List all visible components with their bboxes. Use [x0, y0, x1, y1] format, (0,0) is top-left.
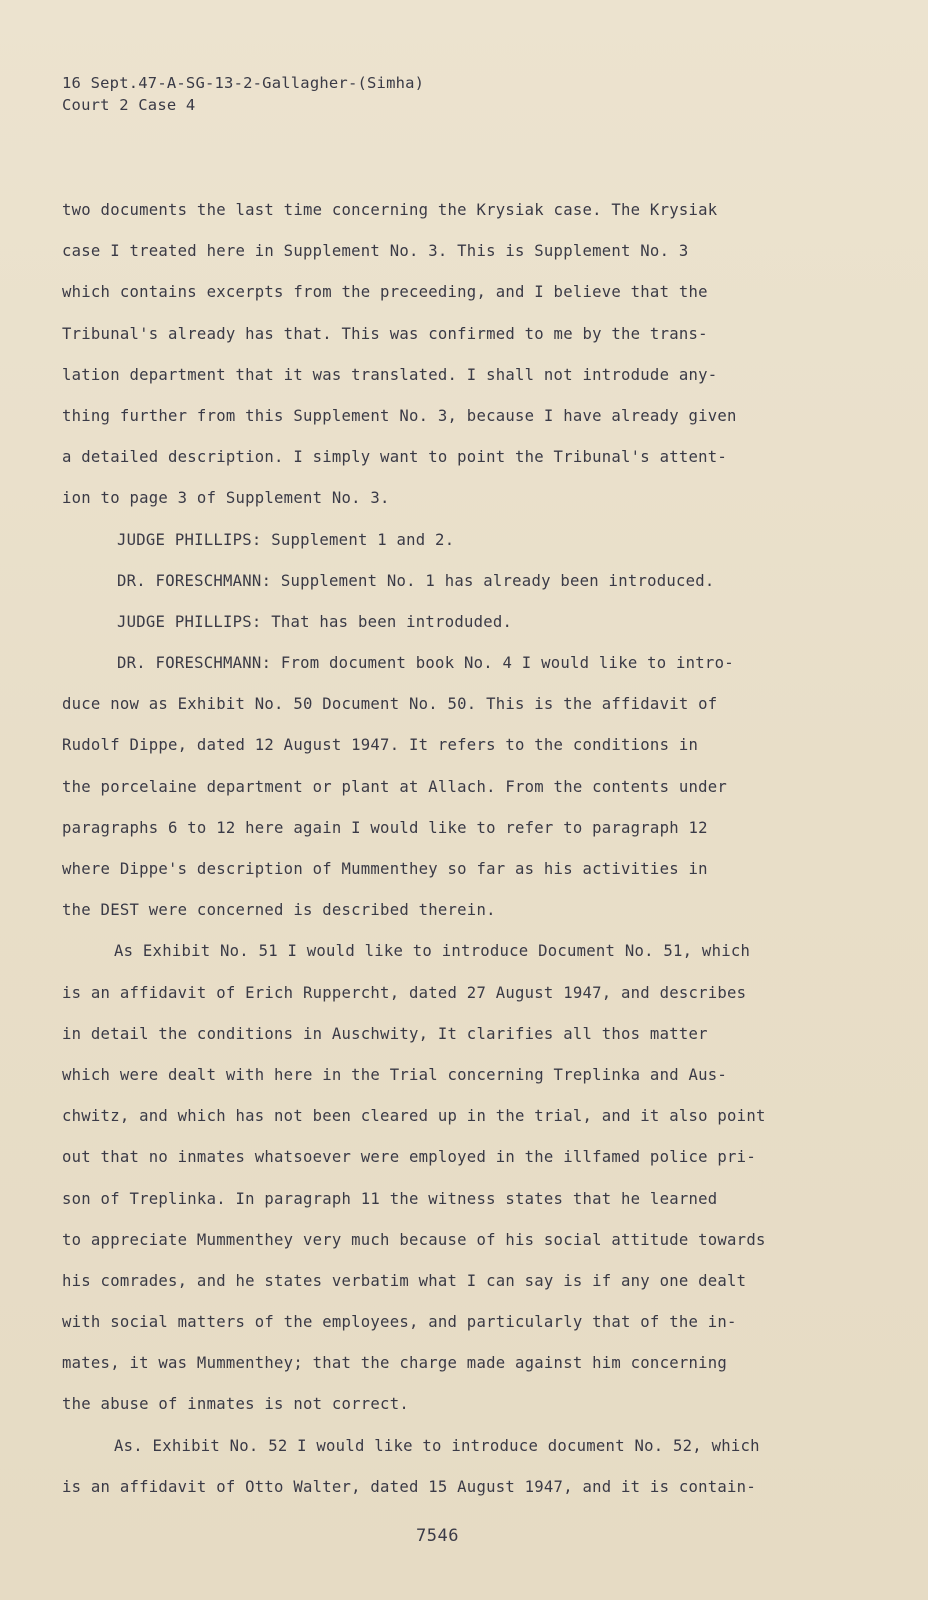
- transcript-line: is an affidavit of Erich Ruppercht, dated 27 August 1947, and describes: [62, 983, 747, 1002]
- transcript-line: two documents the last time concerning the Krysiak case. The Krysiak: [62, 201, 718, 219]
- transcript-line: the porcelaine department or plant at Allach. From the contents under: [62, 777, 728, 796]
- transcript-line: his comrades, and he states verbatim what I can say is if any one dealt: [62, 1271, 747, 1290]
- transcript-line: where Dippe's description of Mummenthey so far as his activities in: [62, 860, 708, 878]
- transcript-line: thing further from this Supplement No. 3, because I have already given: [62, 406, 737, 425]
- transcript-line: mates, it was Mummenthey; that the charge made against him concerning: [62, 1354, 728, 1373]
- transcript-line: the DEST were concerned is described therein.: [62, 901, 496, 920]
- transcript-line: in detail the conditions in Auschwity, It clarifies all thos matter: [62, 1024, 708, 1043]
- transcript-line: lation department that it was translated. I shall not introdude any-: [62, 365, 718, 384]
- speaker-line: JUDGE PHILLIPS: That has been introduded.: [117, 612, 513, 631]
- transcript-line: duce now as Exhibit No. 50 Document No. 50. This is the affidavit of: [62, 695, 718, 714]
- transcript-line: paragraphs 6 to 12 here again I would like to refer to paragraph 12: [62, 818, 708, 837]
- transcript-line: ion to page 3 of Supplement No. 3.: [62, 489, 390, 508]
- page-number: 7546: [416, 1526, 459, 1546]
- speaker-line: DR. FORESCHMANN: Supplement No. 1 has already been introduced.: [117, 571, 715, 590]
- transcript-line: out that no inmates whatsoever were employed in the illfamed police pri-: [62, 1148, 756, 1167]
- speaker-line: JUDGE PHILLIPS: Supplement 1 and 2.: [117, 530, 455, 549]
- header-reference: 16 Sept.47-A-SG-13-2-Gallagher-(Simha): [62, 74, 425, 92]
- transcript-line: son of Treplinka. In paragraph 11 the witness states that he learned: [62, 1189, 718, 1208]
- transcript-line: which contains excerpts from the preceeding, and I believe that the: [62, 283, 708, 302]
- transcript-line: a detailed description. I simply want to point the Tribunal's attent-: [62, 448, 728, 467]
- transcript-line: is an affidavit of Otto Walter, dated 15 August 1947, and it is contain-: [62, 1477, 756, 1496]
- transcript-line: with social matters of the employees, and particularly that of the in-: [62, 1313, 737, 1332]
- transcript-body: [62, 190, 822, 1508]
- transcript-line: to appreciate Mummenthey very much because of his social attitude towards: [62, 1230, 766, 1249]
- transcript-line: Tribunal's already has that. This was confirmed to me by the trans-: [62, 324, 708, 343]
- document-header: [62, 72, 424, 116]
- transcript-line: chwitz, and which has not been cleared up in the trial, and it also point: [62, 1107, 766, 1126]
- header-court-case: Court 2 Case 4: [62, 96, 196, 114]
- transcript-line: case I treated here in Supplement No. 3. This is Supplement No. 3: [62, 242, 689, 261]
- transcript-line: the abuse of inmates is not correct.: [62, 1395, 409, 1414]
- transcript-line: which were dealt with here in the Trial concerning Treplinka and Aus-: [62, 1065, 728, 1084]
- paragraph-start-line: As Exhibit No. 51 I would like to introduce Document No. 51, which: [114, 942, 751, 961]
- speaker-line: DR. FORESCHMANN: From document book No. 4 I would like to intro-: [117, 654, 734, 673]
- transcript-line: Rudolf Dippe, dated 12 August 1947. It refers to the conditions in: [62, 736, 699, 755]
- paragraph-start-line: As. Exhibit No. 52 I would like to introduce document No. 52, which: [114, 1436, 760, 1455]
